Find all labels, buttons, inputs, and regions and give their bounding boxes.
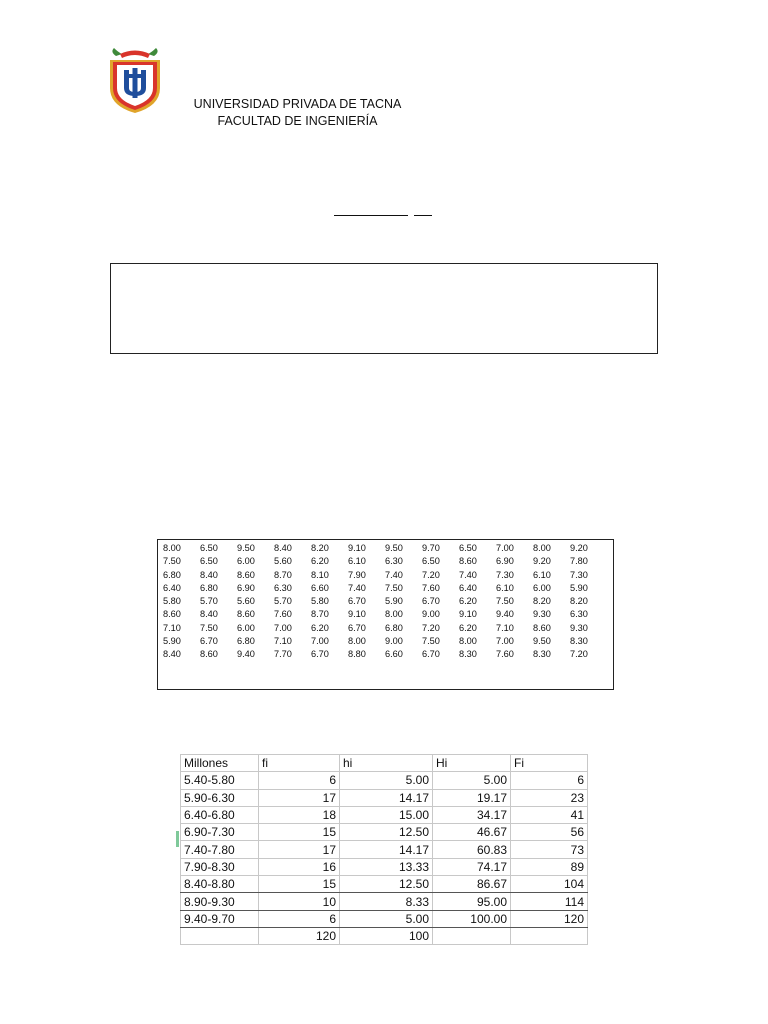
table-row: [181, 858, 588, 875]
table-cell[interactable]: 41: [511, 806, 588, 823]
data-cell: 6.20: [311, 556, 329, 567]
data-cell: 8.20: [533, 596, 551, 607]
table-cell[interactable]: 100.00: [433, 910, 511, 927]
data-cell: 9.40: [496, 609, 514, 620]
data-cell: 6.70: [200, 636, 218, 647]
data-cell: 6.60: [385, 649, 403, 660]
data-cell: 9.10: [348, 609, 366, 620]
data-cell: 9.50: [237, 543, 255, 553]
data-cell: 6.50: [459, 543, 477, 553]
data-cell: 6.70: [348, 622, 366, 633]
table-cell[interactable]: 12.50: [340, 876, 433, 893]
table-row: [181, 876, 588, 893]
table-cell[interactable]: 46.67: [433, 824, 511, 841]
table-cell[interactable]: 6.40-6.80: [181, 806, 259, 823]
data-cell: 9.20: [570, 543, 588, 553]
data-cell: 7.60: [496, 649, 514, 660]
table-cell[interactable]: 104: [511, 876, 588, 893]
data-row: [163, 555, 607, 568]
data-cell: 7.60: [422, 582, 440, 593]
data-cell: 5.80: [311, 596, 329, 607]
data-cell: 7.50: [163, 556, 181, 567]
data-cell: 6.70: [422, 596, 440, 607]
data-cell: 6.00: [237, 622, 255, 633]
table-cell[interactable]: 5.90-6.30: [181, 789, 259, 806]
data-cell: 6.20: [459, 622, 477, 633]
data-cell: 5.80: [163, 596, 181, 607]
data-cell: 9.00: [422, 609, 440, 620]
data-cell: 7.00: [311, 636, 329, 647]
data-cell: 8.00: [533, 543, 551, 553]
data-cell: 7.20: [422, 622, 440, 633]
data-cell: 7.10: [163, 622, 181, 633]
table-cell[interactable]: 15.00: [340, 806, 433, 823]
table-row: [181, 841, 588, 858]
data-cell: 6.30: [570, 609, 588, 620]
table-cell[interactable]: 14.17: [340, 789, 433, 806]
data-cell: 6.10: [533, 569, 551, 580]
data-cell: 6.80: [385, 622, 403, 633]
table-cell[interactable]: 60.83: [433, 841, 511, 858]
title-underline: [334, 215, 408, 216]
data-cell: 7.60: [274, 609, 292, 620]
table-cell[interactable]: 5.00: [433, 772, 511, 789]
table-cell[interactable]: 23: [511, 789, 588, 806]
data-cell: 6.20: [459, 596, 477, 607]
data-cell: 8.20: [311, 543, 329, 553]
data-cell: 9.30: [570, 622, 588, 633]
table-cell[interactable]: 8.33: [340, 893, 433, 910]
data-cell: 5.70: [200, 596, 218, 607]
data-cell: 8.20: [570, 596, 588, 607]
table-cell[interactable]: 8.40-8.80: [181, 876, 259, 893]
table-cell[interactable]: 12.50: [340, 824, 433, 841]
data-cell: 9.10: [348, 543, 366, 553]
table-cell[interactable]: 16: [259, 858, 340, 875]
data-cell: 8.60: [200, 649, 218, 660]
data-cell: 6.30: [274, 582, 292, 593]
column-header[interactable]: Hi: [433, 755, 511, 772]
data-cell: 6.10: [348, 556, 366, 567]
table-cell[interactable]: 19.17: [433, 789, 511, 806]
data-cell: 6.90: [237, 582, 255, 593]
data-row: [163, 542, 607, 555]
table-cell[interactable]: 120: [511, 910, 588, 927]
data-cell: 7.80: [570, 556, 588, 567]
university-logo: [106, 48, 164, 114]
data-cell: 7.30: [496, 569, 514, 580]
raw-data-box: [157, 539, 614, 690]
data-row: [163, 569, 607, 582]
table-cell[interactable]: 17: [259, 789, 340, 806]
table-cell[interactable]: 7.40-7.80: [181, 841, 259, 858]
data-cell: 6.90: [496, 556, 514, 567]
table-cell[interactable]: 7.90-8.30: [181, 858, 259, 875]
data-cell: 5.90: [570, 582, 588, 593]
table-cell[interactable]: 6: [259, 910, 340, 927]
data-cell: 8.40: [163, 649, 181, 660]
data-cell: 8.80: [348, 649, 366, 660]
data-cell: 7.90: [348, 569, 366, 580]
data-cell: 8.10: [311, 569, 329, 580]
data-cell: 7.30: [570, 569, 588, 580]
data-cell: 7.50: [422, 636, 440, 647]
data-cell: 6.80: [163, 569, 181, 580]
text-box: [110, 263, 658, 354]
data-cell: 6.70: [311, 649, 329, 660]
institution-header: [180, 96, 415, 130]
data-cell: 8.30: [459, 649, 477, 660]
table-cell[interactable]: 73: [511, 841, 588, 858]
table-row: [181, 910, 588, 927]
data-cell: 6.80: [237, 636, 255, 647]
data-cell: 7.10: [496, 622, 514, 633]
data-cell: 7.50: [385, 582, 403, 593]
data-cell: 8.00: [459, 636, 477, 647]
table-cell[interactable]: 18: [259, 806, 340, 823]
data-cell: 9.20: [533, 556, 551, 567]
total-cell[interactable]: [433, 927, 511, 944]
totals-row: [181, 927, 588, 944]
data-cell: 6.20: [311, 622, 329, 633]
data-cell: 8.70: [311, 609, 329, 620]
raw-data-table: [163, 542, 607, 662]
table-row: [181, 824, 588, 841]
data-row: [163, 582, 607, 595]
table-cell[interactable]: 15: [259, 824, 340, 841]
table-cell[interactable]: 56: [511, 824, 588, 841]
data-row: [163, 622, 607, 635]
data-cell: 9.10: [459, 609, 477, 620]
data-cell: 7.00: [496, 636, 514, 647]
data-cell: 6.30: [385, 556, 403, 567]
table-cell[interactable]: 89: [511, 858, 588, 875]
data-cell: 8.30: [570, 636, 588, 647]
data-cell: 8.60: [163, 609, 181, 620]
table-cell[interactable]: 5.40-5.80: [181, 772, 259, 789]
column-header[interactable]: hi: [340, 755, 433, 772]
data-cell: 7.00: [496, 543, 514, 553]
table-cell[interactable]: 6: [511, 772, 588, 789]
data-cell: 6.80: [200, 582, 218, 593]
data-cell: 7.40: [459, 569, 477, 580]
table-cell[interactable]: 13.33: [340, 858, 433, 875]
table-cell[interactable]: 17: [259, 841, 340, 858]
data-cell: 8.60: [237, 609, 255, 620]
table-header-row: [181, 755, 588, 772]
data-cell: 8.60: [459, 556, 477, 567]
data-cell: 9.50: [533, 636, 551, 647]
data-cell: 8.40: [200, 569, 218, 580]
data-cell: 6.10: [496, 582, 514, 593]
data-cell: 5.60: [237, 596, 255, 607]
data-cell: 6.60: [311, 582, 329, 593]
data-cell: 8.30: [533, 649, 551, 660]
data-cell: 7.10: [274, 636, 292, 647]
data-cell: 6.50: [200, 556, 218, 567]
data-cell: 6.00: [237, 556, 255, 567]
data-cell: 5.60: [274, 556, 292, 567]
data-cell: 8.60: [533, 622, 551, 633]
table-cell[interactable]: 8.90-9.30: [181, 893, 259, 910]
table-cell[interactable]: 86.67: [433, 876, 511, 893]
data-cell: 8.00: [163, 543, 181, 553]
data-cell: 7.40: [385, 569, 403, 580]
data-cell: 8.00: [385, 609, 403, 620]
frequency-table: [180, 754, 588, 945]
table-cell[interactable]: 10: [259, 893, 340, 910]
data-cell: 6.70: [348, 596, 366, 607]
total-cell[interactable]: 120: [259, 927, 340, 944]
data-cell: 8.40: [200, 609, 218, 620]
data-cell: 8.70: [274, 569, 292, 580]
table-row: [181, 789, 588, 806]
table-row: [181, 806, 588, 823]
data-cell: 6.70: [422, 649, 440, 660]
data-row: [163, 635, 607, 648]
data-cell: 6.50: [422, 556, 440, 567]
total-cell[interactable]: [511, 927, 588, 944]
table-cell[interactable]: 14.17: [340, 841, 433, 858]
data-row: [163, 648, 607, 661]
data-cell: 9.50: [385, 543, 403, 553]
data-cell: 7.00: [274, 622, 292, 633]
column-header[interactable]: fi: [259, 755, 340, 772]
table-cell[interactable]: 9.40-9.70: [181, 910, 259, 927]
table-row: [181, 772, 588, 789]
table-row: [181, 893, 588, 910]
data-cell: 5.90: [385, 596, 403, 607]
table-cell[interactable]: 74.17: [433, 858, 511, 875]
data-cell: 7.50: [496, 596, 514, 607]
table-cell[interactable]: 6: [259, 772, 340, 789]
table-cell[interactable]: 6.90-7.30: [181, 824, 259, 841]
data-cell: 5.90: [163, 636, 181, 647]
data-cell: 9.70: [422, 543, 440, 553]
data-cell: 9.30: [533, 609, 551, 620]
data-cell: 7.50: [200, 622, 218, 633]
data-cell: 7.20: [570, 649, 588, 660]
cell-selection-marker: [176, 831, 179, 847]
column-header[interactable]: Fi: [511, 755, 588, 772]
data-cell: 8.00: [348, 636, 366, 647]
total-cell[interactable]: 100: [340, 927, 433, 944]
data-cell: 9.40: [237, 649, 255, 660]
table-cell[interactable]: 34.17: [433, 806, 511, 823]
data-cell: 6.40: [459, 582, 477, 593]
data-cell: 7.40: [348, 582, 366, 593]
data-cell: 9.00: [385, 636, 403, 647]
data-row: [163, 608, 607, 621]
table-cell[interactable]: 114: [511, 893, 588, 910]
data-cell: 5.70: [274, 596, 292, 607]
total-cell[interactable]: [181, 927, 259, 944]
data-row: [163, 595, 607, 608]
data-cell: 6.40: [163, 582, 181, 593]
data-cell: 7.70: [274, 649, 292, 660]
table-cell[interactable]: 15: [259, 876, 340, 893]
faculty-name: FACULTAD DE INGENIERÍA: [217, 114, 378, 128]
data-cell: 6.50: [200, 543, 218, 553]
data-cell: 8.40: [274, 543, 292, 553]
title-underline-short: [414, 215, 432, 216]
table-cell[interactable]: 95.00: [433, 893, 511, 910]
data-cell: 6.00: [533, 582, 551, 593]
table-cell[interactable]: 5.00: [340, 910, 433, 927]
data-cell: 7.20: [422, 569, 440, 580]
data-cell: 8.60: [237, 569, 255, 580]
column-header[interactable]: Millones: [181, 755, 259, 772]
university-name: UNIVERSIDAD PRIVADA DE TACNA: [193, 97, 402, 111]
table-cell[interactable]: 5.00: [340, 772, 433, 789]
